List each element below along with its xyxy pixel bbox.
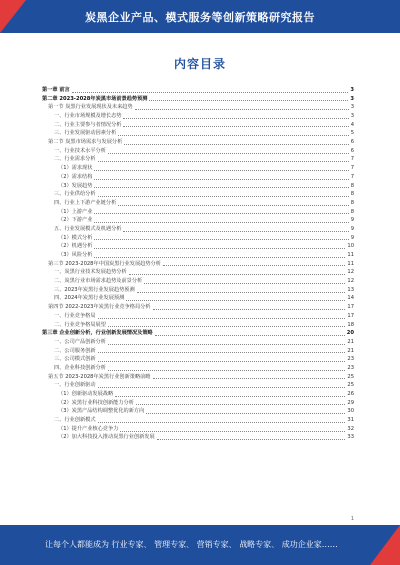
toc-dot-leader <box>120 431 345 432</box>
toc-entry[interactable] <box>42 173 354 182</box>
toc-entry[interactable] <box>42 373 354 382</box>
toc-dot-leader <box>144 283 345 284</box>
toc-entry-title: （2）炭黑行业科技创新能力分析 <box>58 399 134 406</box>
toc-entry-title: 二、行业主要参与者情况分析 <box>54 121 122 128</box>
toc-entry-page: 21 <box>347 338 354 345</box>
header-banner <box>0 0 400 33</box>
toc-entry-title: 一、炭黑行业技术发展趋势分析 <box>54 269 127 276</box>
toc-dot-leader <box>108 370 346 371</box>
toc-entry[interactable] <box>42 286 354 295</box>
toc-entry[interactable] <box>42 390 354 399</box>
toc-entry-title: 二、公司服务创新 <box>54 347 96 354</box>
toc-entry-title: （1）上游产业 <box>58 208 93 215</box>
toc-entry-page: 14 <box>347 295 354 302</box>
toc-entry-page: 6 <box>350 147 354 154</box>
toc-entry-title: 第三节 2023-2028年中国炭黑行业发展趋势分析 <box>48 260 161 267</box>
toc-entry-title: （2）机遇分析 <box>58 243 93 250</box>
toc-entry-title: 四、2024年炭黑行业发展预测 <box>54 295 125 302</box>
toc-entry[interactable] <box>42 338 354 347</box>
toc-entry[interactable] <box>42 147 354 156</box>
toc-dot-leader <box>153 378 346 379</box>
toc-entry-page: 17 <box>347 304 354 311</box>
toc-dot-leader <box>115 396 345 397</box>
toc-dot-leader <box>118 205 348 206</box>
toc-dot-leader <box>155 335 345 336</box>
slogan-role-4: 战略专家 <box>239 540 272 549</box>
toc-dot-leader <box>94 257 345 258</box>
toc-entry-title: （3）炭黑产品结构调整优化的新方向 <box>58 408 145 415</box>
toc-entry-page: 9 <box>350 217 354 224</box>
toc-entry-title: （1）创新驱动发展战略 <box>58 391 114 398</box>
toc-dot-leader <box>124 144 348 145</box>
toc-entry[interactable] <box>42 164 354 173</box>
toc-entry-page: 8 <box>350 191 354 198</box>
toc-entry-page: 8 <box>350 199 354 206</box>
toc-entry[interactable] <box>42 242 354 251</box>
toc-entry-title: 一、行业技术水平分析 <box>54 147 106 154</box>
toc-entry-page: 29 <box>347 399 354 406</box>
toc-dot-leader <box>98 361 346 362</box>
toc-entry-title: 第四节 2022-2023年炭黑行业竞争格局分析 <box>48 304 151 311</box>
toc-dot-leader <box>135 109 349 110</box>
toc-dot-leader <box>72 92 349 93</box>
toc-dot-leader <box>126 300 345 301</box>
toc-entry[interactable] <box>42 112 354 121</box>
toc-entry[interactable] <box>42 399 354 408</box>
toc-entry-title: 三、公司模式创新 <box>54 356 96 363</box>
toc-entry[interactable] <box>42 321 354 330</box>
slogan-tail: …… <box>321 540 338 549</box>
slogan-lead: 让每个人都能成为 <box>45 540 109 549</box>
toc-entry-page: 3 <box>350 86 354 93</box>
toc-dot-leader <box>123 126 348 127</box>
toc-dot-leader <box>98 318 346 319</box>
toc-entry-page: 13 <box>347 286 354 293</box>
toc-entry-title: 第二章 2023-2028年炭黑市场前景趋势预测 <box>42 95 148 102</box>
toc-entry[interactable] <box>42 251 354 260</box>
toc-entry-title: 二、行业需求分析 <box>54 156 96 163</box>
toc-entry-page: 4 <box>350 121 354 128</box>
toc-dot-leader <box>153 309 346 310</box>
toc-dot-leader <box>129 274 346 275</box>
toc-dot-leader <box>98 422 346 423</box>
toc-entry-page: 23 <box>347 356 354 363</box>
toc-entry-page: 10 <box>347 243 354 250</box>
toc-dot-leader <box>137 292 346 293</box>
toc-entry-page: 32 <box>347 425 354 432</box>
toc-entry-title: （1）模式分析 <box>58 234 93 241</box>
toc-entry-title: 第三章 企业创新分析，行业创新发展情况及策略 <box>42 330 153 337</box>
toc-entry[interactable] <box>42 182 354 191</box>
toc-dot-leader <box>108 326 346 327</box>
toc-entry-title: 四、企业科技创新分析 <box>54 364 106 371</box>
toc-entry[interactable] <box>42 277 354 286</box>
toc-entry[interactable] <box>42 156 354 165</box>
toc-entry[interactable] <box>42 190 354 199</box>
toc-entry[interactable] <box>42 295 354 304</box>
toc-entry[interactable] <box>42 268 354 277</box>
toc-entry-page: 5 <box>350 130 354 137</box>
toc-dot-leader <box>146 413 345 414</box>
slogan-role-2: 管理专家 <box>154 540 187 549</box>
toc-dot-leader <box>98 387 346 388</box>
toc-dot-leader <box>149 100 348 101</box>
toc-entry-page: 17 <box>347 312 354 319</box>
toc-dot-leader <box>98 196 349 197</box>
toc-dot-leader <box>98 352 346 353</box>
toc-entry-title: 第五节 2023-2028年炭黑行业创新策略前瞻 <box>48 373 151 380</box>
toc-dot-leader <box>123 231 348 232</box>
toc-dot-leader <box>136 404 345 405</box>
toc-entry-title: （3）风险分析 <box>58 252 93 259</box>
toc-entry[interactable] <box>42 234 354 243</box>
toc-entry-page: 9 <box>350 225 354 232</box>
toc-dot-leader <box>94 170 348 171</box>
toc-entry-title: 二、行业竞争格局展望 <box>54 321 106 328</box>
report-title: 炭黑企业产品、模式服务等创新策略研究报告 <box>85 11 315 24</box>
toc-heading: 内容目录 <box>173 57 226 71</box>
toc-entry-page: 25 <box>347 373 354 380</box>
toc-entry[interactable] <box>42 347 354 356</box>
page-number: 1 <box>350 516 354 522</box>
toc-entry-page: 7 <box>350 165 354 172</box>
toc-entry[interactable] <box>42 260 354 269</box>
toc-entry-title: 二、炭黑行业市场需求趋势及前景分析 <box>54 278 143 285</box>
toc-entry-title: 第二节 炭黑市场需求与发展分析 <box>48 139 123 146</box>
toc-entry-title: 三、2023年炭黑行业发展趋势预测 <box>54 286 135 293</box>
toc-entry-page: 12 <box>347 269 354 276</box>
toc-entry-title: 一、行业创新驱动 <box>54 382 96 389</box>
toc-entry-page: 31 <box>347 417 354 424</box>
toc-entry-title: 四、行业上下游产业链分析 <box>54 199 117 206</box>
toc-dot-leader <box>94 179 348 180</box>
toc-entry[interactable] <box>42 416 354 425</box>
footer-banner <box>0 525 400 565</box>
toc-entry-title: 五、行业发展模式及机遇分析 <box>54 225 122 232</box>
toc-entry-title: 一、行业市场规模及增长态势 <box>54 113 122 120</box>
toc-entry-title: 第一节 炭黑行业发展现状及未来趋势 <box>48 104 133 111</box>
toc-entry-page: 11 <box>347 260 354 267</box>
slogan-role-3: 营销专家 <box>196 540 229 549</box>
toc-dot-leader <box>157 439 346 440</box>
toc-entry-page: 8 <box>350 208 354 215</box>
toc-entry-title: 第一章 前言 <box>42 86 70 93</box>
toc-entry[interactable] <box>42 216 354 225</box>
toc-entry-page: 9 <box>350 234 354 241</box>
toc-entry-title: 三、行业发展驱动因素分析 <box>54 130 117 137</box>
toc-entry-page: 30 <box>347 408 354 415</box>
toc-dot-leader <box>118 135 348 136</box>
toc-entry-title: 三、行业供给分析 <box>54 191 96 198</box>
toc-entry[interactable] <box>42 103 354 112</box>
toc-dot-leader <box>94 187 348 188</box>
toc-entry[interactable] <box>42 407 354 416</box>
toc-entry[interactable] <box>42 121 354 130</box>
toc-entry-title: （3）发展趋势 <box>58 182 93 189</box>
toc-entry[interactable] <box>42 312 354 321</box>
toc-entry-title: （1）需求现状 <box>58 165 93 172</box>
toc-entry-page: 7 <box>350 173 354 180</box>
toc-entry[interactable] <box>42 129 354 138</box>
toc-entry-title: （2）下游产业 <box>58 217 93 224</box>
toc-dot-leader <box>98 161 349 162</box>
toc-entry-page: 26 <box>347 391 354 398</box>
toc-entry[interactable] <box>42 225 354 234</box>
toc-entry[interactable] <box>42 381 354 390</box>
slogan-role-1: 行业专家 <box>111 540 144 549</box>
toc-entry[interactable] <box>42 425 354 434</box>
slogan-role-5: 成功企业家 <box>281 540 322 549</box>
toc-entry-title: （2）加大科技投入推动炭黑行业创新发展 <box>58 434 155 441</box>
toc-entry-page: 11 <box>347 252 354 259</box>
toc-entry-title: 一、公司产品创新分析 <box>54 338 106 345</box>
toc-dot-leader <box>108 153 349 154</box>
toc-entry-page: 8 <box>350 182 354 189</box>
toc-entry[interactable] <box>42 434 354 443</box>
toc-dot-leader <box>94 248 345 249</box>
toc-entry-page: 12 <box>347 278 354 285</box>
toc-entry-page: 25 <box>347 382 354 389</box>
toc-entry-page: 23 <box>347 364 354 371</box>
toc-entry-page: 21 <box>347 347 354 354</box>
toc-dot-leader <box>94 222 348 223</box>
toc-entry-page: 6 <box>350 139 354 146</box>
toc-entry[interactable] <box>42 303 354 312</box>
toc-chapter-entry[interactable] <box>42 329 354 338</box>
toc-entry[interactable] <box>42 208 354 217</box>
toc-entry[interactable] <box>42 355 354 364</box>
footer-corner-accent <box>370 525 400 565</box>
toc-entry[interactable] <box>42 364 354 373</box>
toc-entry-page: 20 <box>346 330 354 337</box>
toc-entry-page: 3 <box>350 113 354 120</box>
toc-entry-page: 18 <box>347 321 354 328</box>
toc-entry-page: 3 <box>350 95 354 102</box>
toc-dot-leader <box>108 344 346 345</box>
toc-entry-page: 33 <box>347 434 354 441</box>
toc-entry[interactable] <box>42 138 354 147</box>
toc-entry-page: 7 <box>350 156 354 163</box>
toc-dot-leader <box>163 265 345 266</box>
toc-entry-title: 二、行业创新模式 <box>54 417 96 424</box>
toc-entry-title: 一、行业竞争格局 <box>54 312 96 319</box>
toc-dot-leader <box>94 213 348 214</box>
table-of-contents <box>42 86 354 442</box>
toc-entry-title: （2）需求结构 <box>58 173 93 180</box>
toc-dot-leader <box>94 239 348 240</box>
footer-slogan: 让每个人都能成为 行业专家、 管理专家、 营销专家、 战略专家、 成功企业家…… <box>45 540 338 549</box>
toc-entry-title: （1）提升产业核心竞争力 <box>58 425 119 432</box>
toc-chapter-entry[interactable] <box>42 86 354 95</box>
toc-chapter-entry[interactable] <box>42 95 354 104</box>
toc-entry[interactable] <box>42 199 354 208</box>
toc-entry-page: 3 <box>350 104 354 111</box>
toc-dot-leader <box>123 118 348 119</box>
